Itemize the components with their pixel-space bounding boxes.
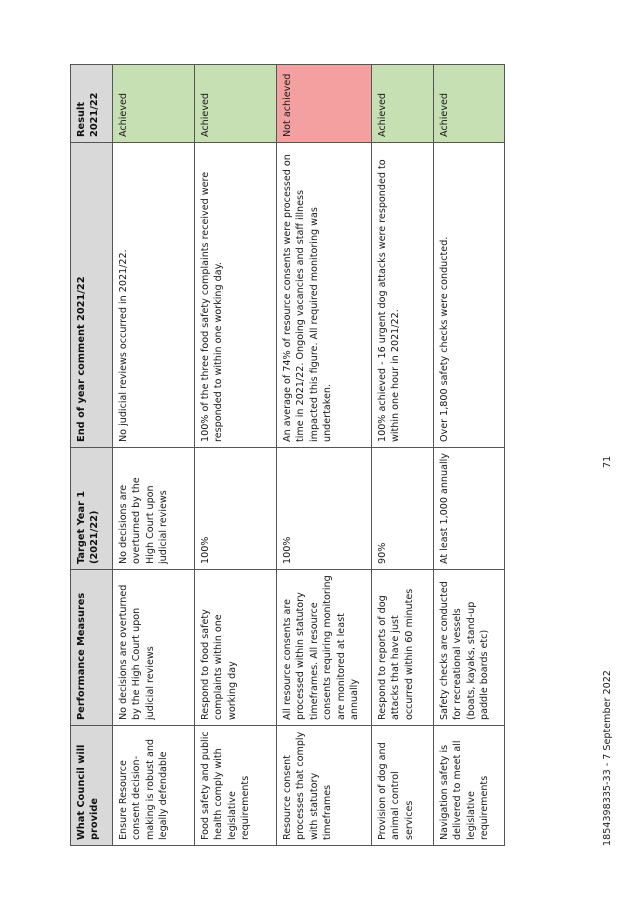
cell-measure: Respond to reports of dog attacks that have just occurred within 60 minutes bbox=[372, 570, 434, 726]
table-row bbox=[113, 65, 195, 846]
header-end-of-year-comment: End of year comment 2021/22 bbox=[71, 143, 113, 448]
cell-provide: Ensure Resource consent decision-making is robust and legally defendable bbox=[113, 726, 195, 846]
result-badge-achieved: Achieved bbox=[113, 65, 195, 143]
cell-target: 100% bbox=[195, 448, 277, 570]
cell-provide: Food safety and public health comply with legislative requirements bbox=[195, 726, 277, 846]
cell-measure: All resource consents are processed within statutory timeframes. All resource consents requiring monitoring are monitored at least annually bbox=[277, 570, 372, 726]
header-target-year-1: Target Year 1 (2021/22) bbox=[71, 448, 113, 570]
cell-measure: Respond to food safety complaints within one working day bbox=[195, 570, 277, 726]
cell-comment: An average of 74% of resource consents were processed on time in 2021/22. Ongoing vacancies and staff illness impacted this figure. All required monitoring was undertaken. bbox=[277, 143, 372, 448]
cell-target: At least 1,000 annually bbox=[434, 448, 505, 570]
table-row bbox=[277, 65, 372, 846]
table-row bbox=[195, 65, 277, 846]
result-badge-achieved: Achieved bbox=[434, 65, 505, 143]
result-badge-not-achieved: Not achieved bbox=[277, 65, 372, 143]
result-badge-achieved: Achieved bbox=[195, 65, 277, 143]
table-row bbox=[434, 65, 505, 846]
result-badge-achieved: Achieved bbox=[372, 65, 434, 143]
table-header-row bbox=[71, 65, 113, 846]
cell-target: 90% bbox=[372, 448, 434, 570]
cell-measure: Safety checks are conducted for recreational vessels (boats, kayaks, stand-up paddle boards etc) bbox=[434, 570, 505, 726]
table-row bbox=[372, 65, 434, 846]
cell-comment: No judicial reviews occurred in 2021/22. bbox=[113, 143, 195, 448]
page-number: 71 bbox=[602, 455, 613, 468]
header-what-council-will-provide: What Council will provide bbox=[71, 726, 113, 846]
cell-comment: 100% achieved - 16 urgent dog attacks were responded to within one hour in 2021/22. bbox=[372, 143, 434, 448]
cell-provide: Resource consent processes that comply with statutory timeframes bbox=[277, 726, 372, 846]
performance-measures-table bbox=[70, 64, 505, 846]
header-performance-measures: Performance Measures bbox=[71, 570, 113, 726]
document-reference: 1854398335-33 - 7 September 2022 bbox=[602, 670, 613, 846]
cell-target: No decisions are overturned by the High Court upon judicial reviews bbox=[113, 448, 195, 570]
cell-target: 100% bbox=[277, 448, 372, 570]
cell-measure: No decisions are overturned by the High Court upon judicial reviews bbox=[113, 570, 195, 726]
cell-provide: Navigation safety is delivered to meet all legislative requirements bbox=[434, 726, 505, 846]
header-result: Result 2021/22 bbox=[71, 65, 113, 143]
cell-provide: Provision of dog and animal control services bbox=[372, 726, 434, 846]
cell-comment: 100% of the three food safety complaints received were responded to within one working day. bbox=[195, 143, 277, 448]
cell-comment: Over 1,800 safety checks were conducted. bbox=[434, 143, 505, 448]
